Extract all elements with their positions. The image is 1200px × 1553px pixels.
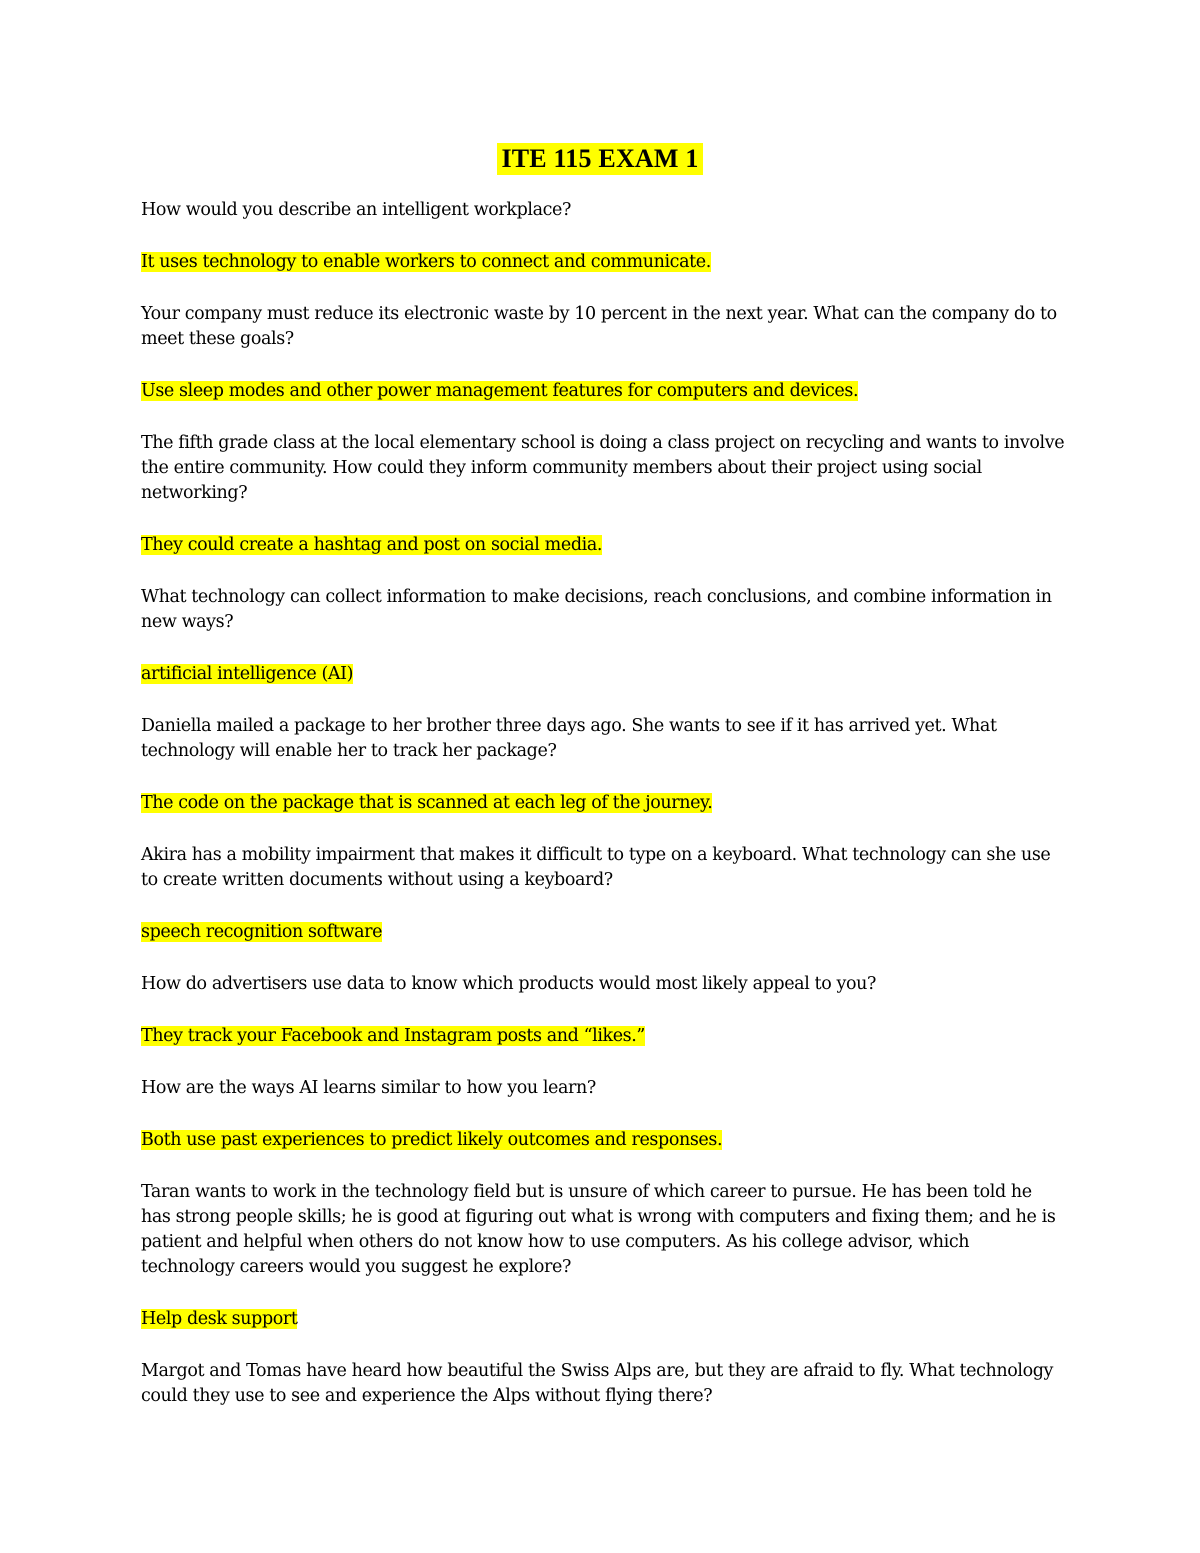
answer-2-highlight: Use sleep modes and other power management features for computers and devices. xyxy=(141,381,859,401)
answer-3 xyxy=(141,533,1066,558)
question-9: Taran wants to work in the technology field but is unsure of which career to pursue. He has been told he has strong people skills; he is good at figuring out what is wrong with computers and fixing them; and he is patient and helpful when others do not know how to use computers. As his college advisor, which technology careers would you suggest he explore? xyxy=(141,1182,1056,1277)
question-6: Akira has a mobility impairment that makes it difficult to type on a keyboard. What technology can she use to create written documents without using a keyboard? xyxy=(141,845,1051,890)
answer-1-highlight: It uses technology to enable workers to connect and communicate. xyxy=(141,252,711,272)
answer-7-highlight: They track your Facebook and Instagram posts and “likes.” xyxy=(141,1026,645,1046)
question-5: Daniella mailed a package to her brother three days ago. She wants to see if it has arrived yet. What technology will enable her to track her package? xyxy=(141,716,997,761)
answer-5 xyxy=(141,791,1066,816)
answer-2 xyxy=(141,379,1066,404)
title-wrapper xyxy=(0,143,1200,175)
document-body xyxy=(141,198,1066,1436)
answer-4-highlight: artificial intelligence (AI) xyxy=(141,664,354,684)
question-3: The fifth grade class at the local elementary school is doing a class project on recycling and wants to involve the entire community. How could they inform community members about their project using social networking? xyxy=(141,433,1065,503)
answer-9-highlight: Help desk support xyxy=(141,1309,298,1329)
answer-4 xyxy=(141,662,1066,687)
answer-6-highlight: speech recognition software xyxy=(141,922,383,942)
answer-3-highlight: They could create a hashtag and post on social media. xyxy=(141,535,603,555)
answer-7 xyxy=(141,1024,1066,1049)
question-2: Your company must reduce its electronic waste by 10 percent in the next year. What can the company do to meet these goals? xyxy=(141,304,1057,349)
answer-5-highlight: The code on the package that is scanned at each leg of the journey. xyxy=(141,793,713,813)
question-1: How would you describe an intelligent workplace? xyxy=(141,200,571,220)
answer-9 xyxy=(141,1307,1066,1332)
answer-8 xyxy=(141,1128,1066,1153)
answer-6 xyxy=(141,920,1066,945)
answer-1 xyxy=(141,250,1066,275)
question-4: What technology can collect information to make decisions, reach conclusions, and combine information in new ways? xyxy=(141,587,1052,632)
question-10: Margot and Tomas have heard how beautiful the Swiss Alps are, but they are afraid to fly. What technology could they use to see and experience the Alps without flying there? xyxy=(141,1361,1053,1406)
question-7: How do advertisers use data to know which products would most likely appeal to you? xyxy=(141,974,876,994)
document-title: ITE 115 EXAM 1 xyxy=(497,143,702,175)
question-8: How are the ways AI learns similar to how you learn? xyxy=(141,1078,596,1098)
answer-8-highlight: Both use past experiences to predict likely outcomes and responses. xyxy=(141,1130,723,1150)
